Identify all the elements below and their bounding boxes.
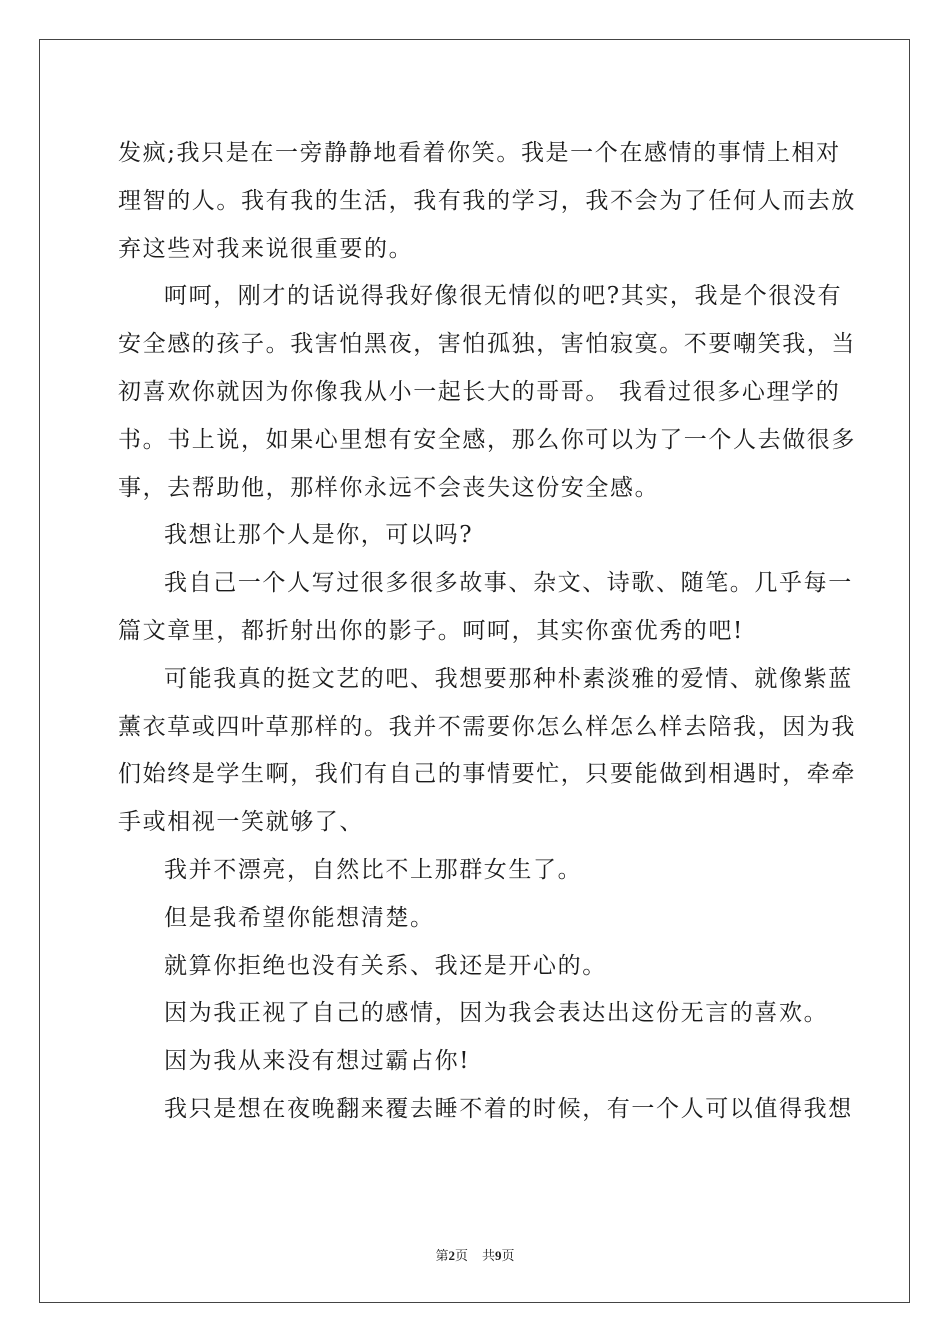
text-line: 事，去帮助他，那样你永远不会丧失这份安全感。 xyxy=(118,474,660,501)
text-line: 发疯;我只是在一旁静静地看着你笑。我是一个在感情的事情上相对 xyxy=(118,140,841,166)
text-line: 可能我真的挺文艺的吧、我想要那种朴素淡雅的爱情、就像紫蓝 xyxy=(164,665,853,692)
page-number: 2 xyxy=(448,1248,455,1263)
text-line: 我只是想在夜晚翻来覆去睡不着的时候，有一个人可以值得我想 xyxy=(164,1095,853,1122)
text-line: 弃这些对我来说很重要的。 xyxy=(118,235,414,262)
text-line: 呵呵，刚才的话说得我好像很无情似的吧?其实，我是个很没有 xyxy=(164,283,843,310)
document-body xyxy=(118,130,856,1134)
text-line: 们始终是学生啊，我们有自己的事情要忙，只要能做到相遇时，牵牵 xyxy=(118,761,856,788)
text-line: 因为我正视了自己的感情，因为我会表达出这份无言的喜欢。 xyxy=(164,1000,829,1027)
text-line: 初喜欢你就因为你像我从小一起长大的哥哥。 我看过很多心理学的 xyxy=(118,378,841,405)
text-line: 手或相视一笑就够了、 xyxy=(118,809,364,836)
text-line: 理智的人。我有我的生活，我有我的学习，我不会为了任何人而去放 xyxy=(118,187,856,214)
text-line: 我想让那个人是你，可以吗? xyxy=(164,522,474,549)
text-line: 篇文章里，都折射出你的影子。呵呵，其实你蛮优秀的吧! xyxy=(118,617,744,644)
total-prefix: 共 xyxy=(482,1249,496,1264)
text-line: 我并不漂亮，自然比不上那群女生了。 xyxy=(164,856,583,883)
text-line: 但是我希望你能想清楚。 xyxy=(164,904,435,931)
text-line: 书。书上说，如果心里想有安全感，那么你可以为了一个人去做很多 xyxy=(118,426,856,453)
text-line: 就算你拒绝也没有关系、我还是开心的。 xyxy=(164,952,607,979)
total-pages: 9 xyxy=(495,1248,502,1263)
text-line: 我自己一个人写过很多很多故事、杂文、诗歌、随笔。几乎每一 xyxy=(164,570,853,597)
text-line: 因为我从来没有想过霸占你! xyxy=(164,1048,471,1075)
page-suffix: 页 xyxy=(454,1249,468,1264)
page-prefix: 第 xyxy=(435,1249,449,1264)
text-line: 安全感的孩子。我害怕黑夜，害怕孤独，害怕寂寞。不要嘲笑我，当 xyxy=(118,331,856,358)
page-footer xyxy=(0,1248,950,1265)
total-suffix: 页 xyxy=(501,1249,515,1264)
text-line: 薰衣草或四叶草那样的。我并不需要你怎么样怎么样去陪我，因为我 xyxy=(118,713,856,740)
